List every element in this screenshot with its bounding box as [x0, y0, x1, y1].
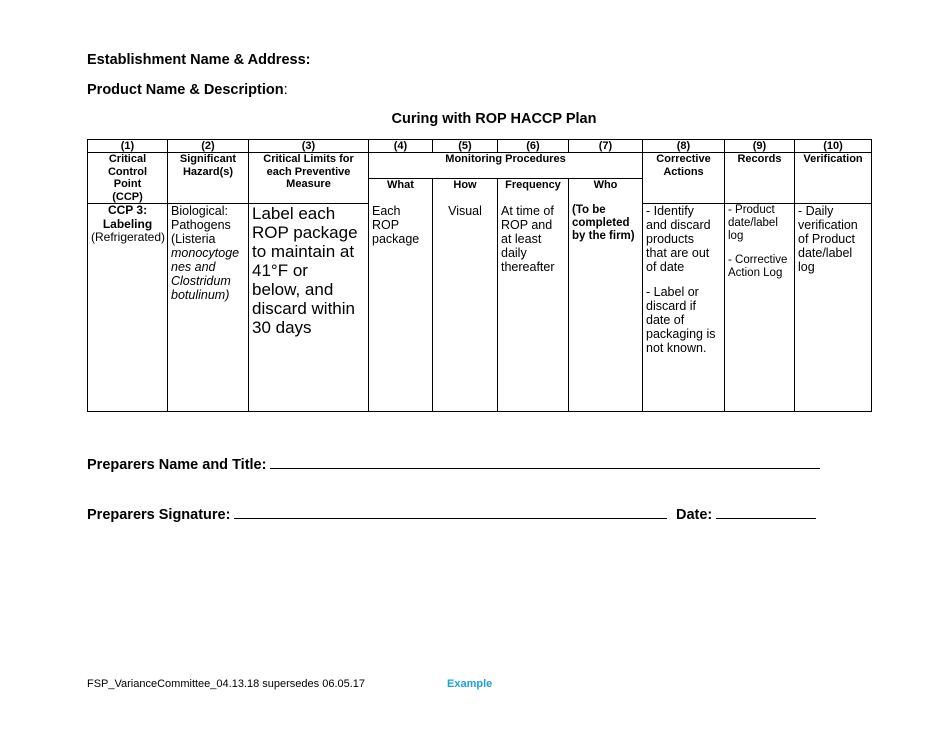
- cell-line: date/label: [728, 217, 778, 229]
- date-label: Date:: [676, 507, 713, 523]
- spacer: [646, 274, 721, 285]
- header-row: [88, 153, 872, 179]
- cell-line: daily: [501, 245, 527, 260]
- version-footer: FSP_VarianceCommittee_04.13.18 supersedes 06.05.17: [87, 678, 366, 690]
- header-text: Critical Limits for: [263, 153, 354, 165]
- col-number: (4): [369, 140, 433, 153]
- cell-line: verification: [798, 218, 858, 232]
- col-number: (5): [433, 140, 498, 153]
- cell-line: [171, 274, 245, 288]
- cell-line: (To be: [572, 203, 606, 216]
- haccp-plan-table: [87, 139, 872, 412]
- italic-text: botulinum): [171, 288, 230, 302]
- cell-line: below, and: [252, 280, 334, 299]
- header-critical-limits: [249, 153, 369, 204]
- header-corrective-actions: [643, 153, 725, 204]
- cell-line: ROP package: [252, 223, 358, 242]
- product-name-description-label: [87, 82, 288, 98]
- cell-line: 41°F or: [252, 261, 308, 280]
- header-text: Critical: [108, 153, 147, 165]
- col-number: (9): [725, 140, 795, 153]
- cell-line: package: [372, 231, 420, 246]
- example-label: Example: [447, 678, 493, 690]
- cell-line: Biological:: [171, 204, 228, 218]
- header-ccp: [88, 153, 168, 204]
- cell-line: [171, 246, 245, 260]
- cell-line: CCP 3:: [107, 203, 148, 217]
- establishment-name-address-label: Establishment Name & Address:: [87, 52, 311, 68]
- italic-text: nes and: [171, 260, 216, 274]
- header-text: Hazard(s): [182, 165, 234, 178]
- cell-line: Labeling: [102, 216, 153, 231]
- col-number: (3): [249, 140, 369, 153]
- cell-line: Action Log: [728, 267, 783, 279]
- preparers-signature-label: Preparers Signature:: [87, 507, 231, 523]
- table-row: [88, 204, 872, 412]
- product-label-text: Product Name & Description: [87, 82, 284, 98]
- cell-line: Each: [372, 203, 401, 218]
- cell-line: At time of: [501, 203, 554, 218]
- date-field[interactable]: [716, 504, 816, 519]
- col-number: (6): [498, 140, 569, 153]
- cell-line: of Product: [798, 232, 855, 246]
- header-text: Point: [113, 178, 142, 190]
- column-number-row: [88, 140, 872, 153]
- cell-line: to maintain at: [252, 242, 355, 261]
- header-text: Corrective: [656, 153, 711, 165]
- cell-corrective-actions: [643, 204, 725, 412]
- cell-line: discard within: [252, 299, 355, 318]
- cell-line: - Label or: [646, 285, 699, 299]
- header-hazards: [168, 153, 249, 204]
- header-how: How: [433, 178, 498, 204]
- header-text: Measure: [286, 178, 331, 190]
- col-number: (7): [569, 140, 643, 153]
- col-number: (1): [88, 140, 168, 153]
- cell-line: Pathogens: [171, 218, 231, 232]
- cell-ccp: [88, 204, 168, 412]
- date-line: [676, 504, 816, 523]
- cell-critical-limits: [249, 204, 369, 412]
- cell-line: discard if: [646, 299, 697, 313]
- header-who: Who: [569, 178, 643, 204]
- cell-how: Visual: [433, 204, 498, 412]
- plan-title: Curing with ROP HACCP Plan: [391, 111, 597, 127]
- cell-line: of date: [646, 260, 685, 274]
- cell-who: [569, 204, 643, 412]
- spacer: [728, 243, 791, 254]
- cell-records: [725, 204, 795, 412]
- cell-line: products: [646, 232, 694, 246]
- cell-line: completed: [572, 216, 630, 229]
- col-number: (10): [795, 140, 872, 153]
- cell-line: - Daily: [798, 204, 834, 218]
- italic-text: monocytoge: [171, 246, 240, 260]
- cell-line: log: [798, 260, 815, 274]
- header-text: (CCP): [112, 190, 143, 203]
- cell-line: packaging is: [646, 327, 716, 341]
- header-records: Records: [725, 153, 795, 204]
- cell-line: [171, 288, 245, 302]
- preparers-name-title-label: Preparers Name and Title:: [87, 457, 267, 473]
- cell-line: (Listeria: [171, 232, 216, 246]
- cell-frequency: [498, 204, 569, 412]
- preparers-signature-line: [87, 504, 667, 523]
- header-monitoring-procedures: Monitoring Procedures: [369, 153, 643, 179]
- header-text: Actions: [663, 165, 704, 178]
- col-number: (8): [643, 140, 725, 153]
- cell-line: date/label: [798, 246, 853, 260]
- cell-line: at least: [501, 231, 542, 246]
- header-text: each Preventive: [266, 165, 351, 178]
- cell-line: not known.: [646, 341, 707, 355]
- header-text: Control: [107, 165, 148, 178]
- cell-line: log: [728, 230, 744, 242]
- cell-line: date of: [646, 313, 685, 327]
- cell-line: - Corrective: [728, 254, 788, 266]
- cell-line: and discard: [646, 218, 711, 232]
- cell-line: that are out: [646, 246, 710, 260]
- cell-hazards: [168, 204, 249, 412]
- cell-what: [369, 204, 433, 412]
- cell-line: thereafter: [501, 259, 555, 274]
- cell-line: (Refrigerated): [91, 230, 166, 244]
- cell-line: 30 days: [252, 318, 312, 337]
- cell-line: Label each: [252, 204, 336, 223]
- cell-line: ROP and: [501, 217, 553, 232]
- preparers-name-title-field[interactable]: [270, 454, 820, 469]
- cell-line: - Product: [728, 204, 775, 216]
- preparers-signature-field[interactable]: [234, 504, 667, 519]
- cell-verification: [795, 204, 872, 412]
- cell-line: ROP: [372, 217, 400, 232]
- cell-line: - Identify: [646, 204, 694, 218]
- col-number: (2): [168, 140, 249, 153]
- header-verification: Verification: [795, 153, 872, 204]
- cell-line: [171, 260, 245, 274]
- italic-text: Clostridum: [171, 274, 231, 288]
- header-frequency: Frequency: [498, 178, 569, 204]
- cell-line: by the firm): [572, 229, 635, 242]
- header-what: What: [369, 178, 433, 204]
- product-label-colon: :: [283, 82, 288, 98]
- preparers-name-title-line: [87, 454, 820, 473]
- header-text: Significant: [179, 153, 237, 165]
